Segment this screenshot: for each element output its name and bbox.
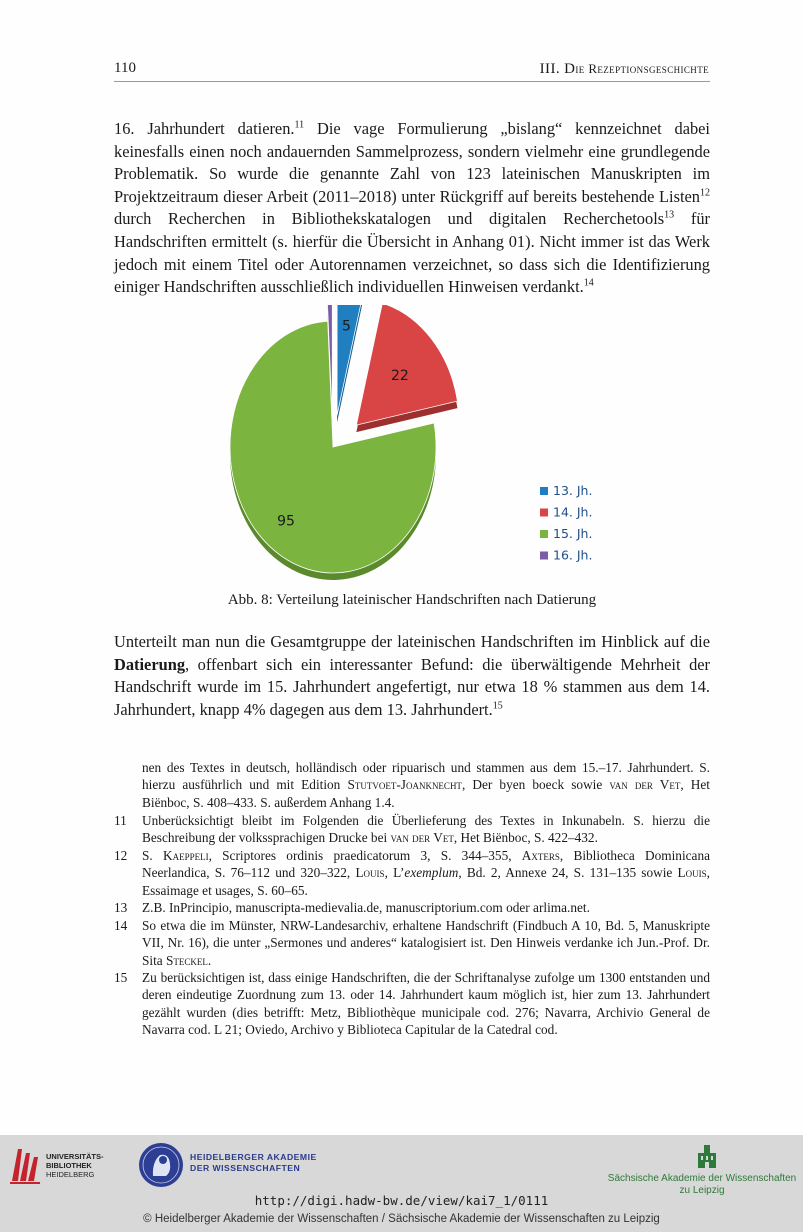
ub-line: UNIVERSITÄTS- [46,1152,104,1161]
ub-line: HEIDELBERG [46,1170,95,1179]
text-run: S. [142,848,163,863]
footnote-number: 13 [114,900,128,915]
text-run: So etwa die im Münster, NRW-Landesarchiv, erhaltene Handschrift (Findbuch A 10, Bd. 5, Manuskripte VII, Nr. 16), die unter „Sermones und anderes“ katalogisiert ist. Den Hinweis verdanke ich Jun.-Prof. Dr. Sita [142,918,710,968]
footnote-text [142,812,710,847]
figure-caption: Abb. 8: Verteilung lateinischer Handschriften nach Datierung [227,592,597,608]
body-paragraph-1 [114,118,710,299]
author-name: Steckel [166,952,208,968]
footnote-number: 15 [114,970,128,985]
author-name: Louis [355,865,385,881]
text-run: 16. Jahrhundert datieren. [114,119,295,138]
text-run: Unberücksichtigt bleibt im Folgenden die Überlieferung des Textes in Inkunabeln. S. hierzu die Beschreibung der volkssprachigen Drucke bei [142,813,710,846]
running-title-rest: ie Rezeptionsgeschichte [575,61,709,76]
heidelberg-academy-name [190,1152,317,1173]
footnote-14 [114,917,710,969]
copyright-notice: © Heidelberger Akademie der Wissenschaften / Sächsische Akademie der Wissenschaften zu Leipzig [143,1213,660,1225]
hd-line: HEIDELBERGER AKADEMIE [190,1152,317,1162]
footnote-number: 14 [114,918,128,933]
legend-label: 13. Jh. [553,483,593,498]
text-run: Unterteilt man nun die Gesamtgruppe der lateinischen Handschriften im Hinblick auf die [114,632,710,651]
author-name: van der Vet [390,830,454,846]
legend-swatch [540,487,548,495]
author-name: Kaeppeli [162,848,209,863]
permalink-url[interactable]: http://digi.hadw-bw.de/view/kai7_1/0111 [254,1193,549,1208]
saxon-academy-building-icon[interactable] [696,1143,718,1169]
footnote-15 [114,969,710,1039]
footnote-ref-14[interactable]: 14 [583,277,594,289]
footnote-text [142,917,710,969]
footnote-11 [114,812,710,847]
sa-line: zu Leipzig [679,1185,725,1196]
pie-data-label: 95 [277,513,295,530]
pie-chart [200,305,620,590]
running-title [540,61,709,78]
footnote-text: Z.B. InPrincipio, manuscripta-medievalia.de, manuscriptorium.com oder arlima.net. [142,900,590,915]
italic-title: exemplum [404,865,459,881]
legend-label: 14. Jh. [553,504,593,520]
bold-term: Datierung [114,654,186,674]
pie-data-label: 5 [342,318,351,335]
text-run: , Essaimage et usages, S. 60–65. [142,865,710,898]
university-library-logo-icon[interactable] [8,1143,42,1187]
text-run: , Der byen boeck sowie [461,777,610,793]
author-name: Axters [521,848,560,863]
footnote-text: Zu berücksichtigen ist, dass einige Handschriften, die der Schriftanalyse zufolge um 1300 entstanden und deren eindeutige Zuordnung zum 13. oder 14. Jahrhundert kaum möglich ist, hier zum 13. Jahrhundert gezählt wurden (dies betrifft: Metz, Bibliothèque municipale cod. 276; Navarra, Archivio General de Navarra cod. L 21; Oviedo, Archivo y Biblioteca Capitular de la Catedral cod. [142,970,710,1038]
text-run: , Het Biënboc, S. 408–433. S. außerdem Anhang 1.4. [142,777,710,810]
text-run: , Bd. 2, Annexe 24, S. 131–135 sowie [458,865,678,881]
author-name: Stutvoet-Joanknecht [347,777,462,793]
legend-label: 15. Jh. [553,526,593,541]
text-run: , Bibliotheca Dominicana Neerlandica, S. 76–112 und 320–322, [142,848,710,881]
footnote-13 [114,899,710,916]
footnote-ref-15[interactable]: 15 [492,700,503,712]
footnote-ref-12[interactable]: 12 [700,187,710,199]
legend-swatch [540,509,548,517]
text-run: , offenbart sich ein interessanter Befund: die überwältigende Mehrheit der Handschrift wurde im 15. Jahrhundert angefertigt, nur etwa 18 % stammen aus dem 14. Jahrhundert, knapp 4% dagegen aus dem 13. Jahrhundert. [114,654,710,719]
text-run: , Het Biënboc, S. 422–432. [453,830,598,846]
legend-label: 16. Jh. [553,547,593,563]
ub-line: BIBLIOTHEK [46,1161,92,1170]
author-name: van der Vet [609,777,681,793]
text-run: , L’ [384,865,405,881]
pie-data-label: 22 [390,368,409,385]
text-run: nen des Textes in deutsch, holländisch oder ripuarisch und stammen aus dem 15.–17. Jahrhundert. S. hierzu ausführlich und mit Edition [142,760,710,793]
author-name: Louis [677,865,707,881]
text-run: Die vage Formulierung „bislang“ kennzeichnet dabei keinesfalls einen noch andauernden Sammelprozess, sondern vielmehr eine grundlegende Problematik. So wurde die genannte Zahl von 123 lateinischen Manuskripten im Projektzeitraum dieser Arbeit (2011–2018) unter Rückgriff auf bereits bestehende Listen [114,119,710,206]
footnote-ref-11[interactable]: 11 [294,119,305,131]
header-rule [114,81,710,82]
footnote-continuation [142,759,710,811]
page-number: 110 [114,60,136,76]
legend-swatch [540,552,548,560]
text-run: , Scriptores ordinis praedicatorum 3, S. 344–355, [208,848,522,863]
heidelberg-academy-seal-icon[interactable] [138,1142,184,1188]
hd-line: DER WISSENSCHAFTEN [190,1162,301,1173]
sa-line: Sächsische Akademie der Wissenschaften [607,1173,797,1184]
text-run: . [207,952,212,968]
legend-swatch [540,530,548,538]
footnote-text [142,847,710,899]
text-run: durch Recherchen in Bibliothekskatalogen und digitalen Recherchetools [114,209,665,229]
body-paragraph-2 [114,631,710,721]
footnote-number: 11 [114,813,127,828]
text-run: für Handschriften ermittelt (s. hierfür die Übersicht in Anhang 01). Nicht immer ist das Werk jedoch mit einem Titel oder Autorennamen verzeichnet, so dass sich die Identifizierung einiger Handschriften ausschließlich individuellen Hinweisen verdankt. [114,209,710,297]
university-library-name [46,1152,104,1179]
footnote-number: 12 [114,848,128,863]
footnote-12 [114,847,710,899]
footnote-ref-13[interactable]: 13 [664,209,675,221]
running-title-prefix: III. D [539,61,576,77]
